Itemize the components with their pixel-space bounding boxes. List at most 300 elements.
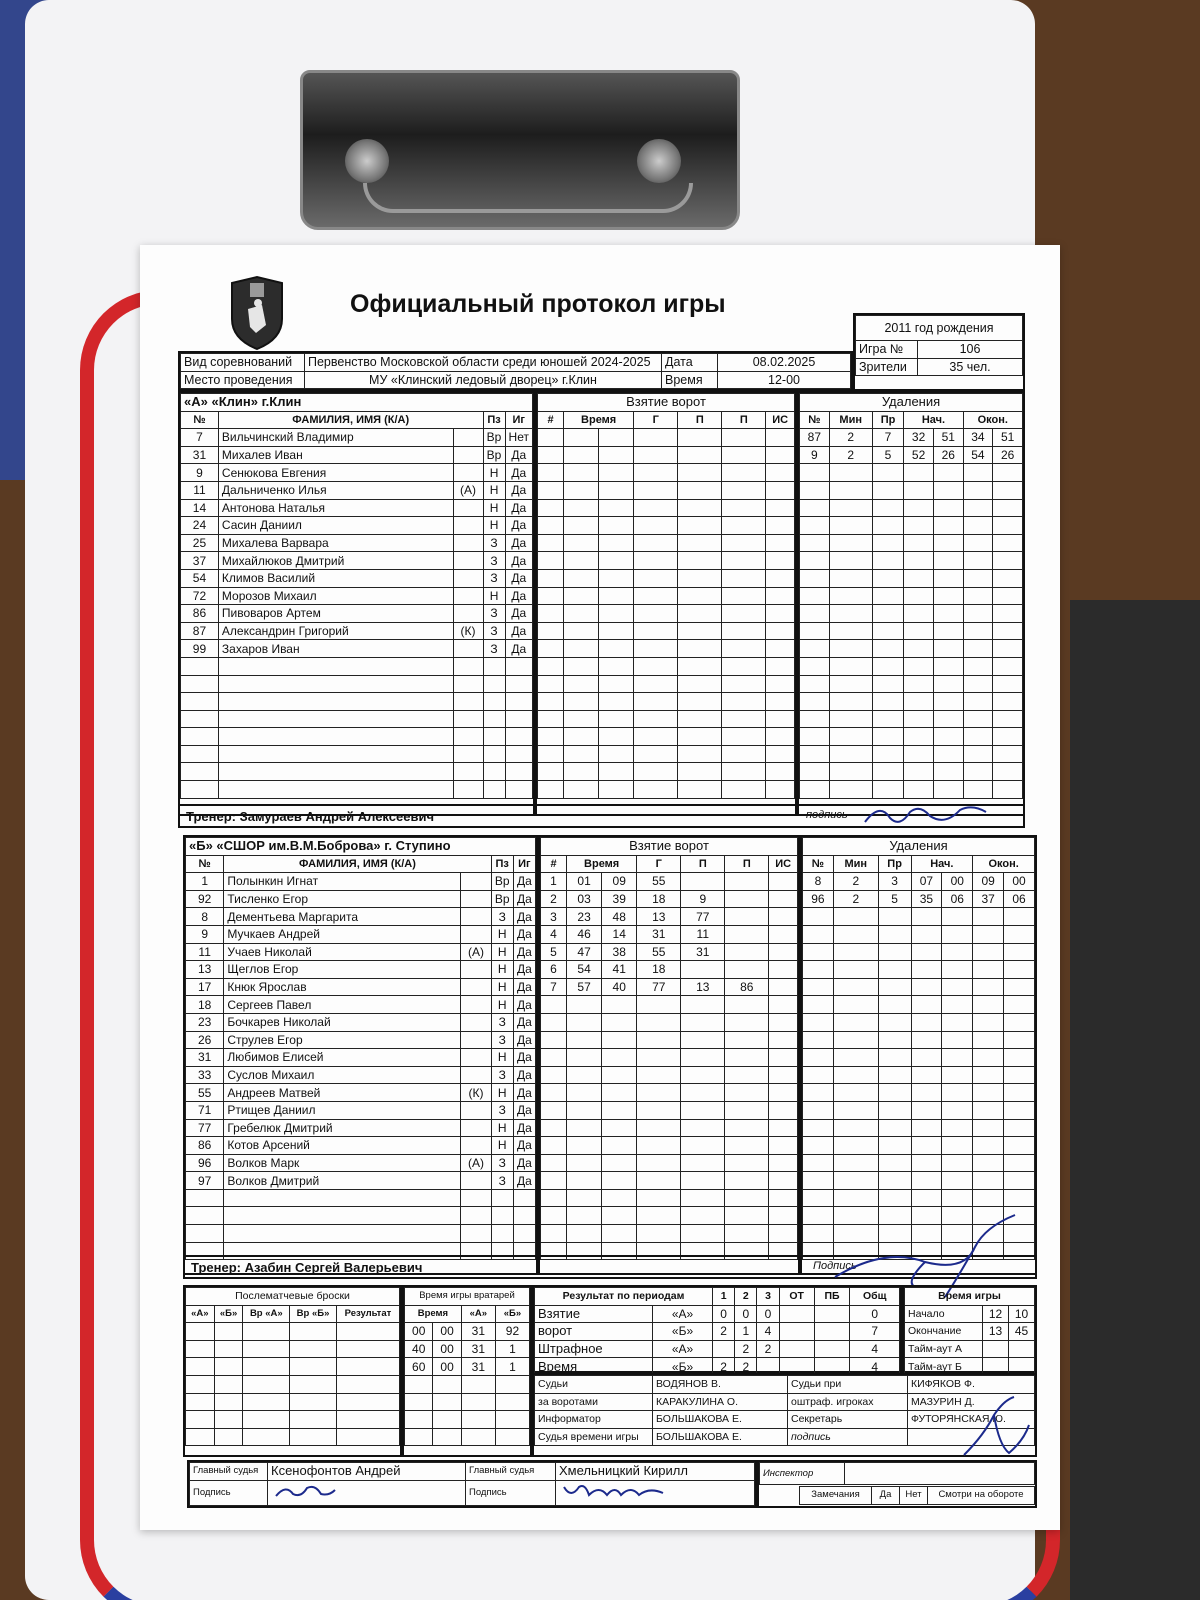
player-number: 25 [181, 534, 219, 552]
player-role [461, 908, 491, 926]
goal-number [538, 745, 564, 763]
player-position: Н [491, 961, 513, 979]
period-row-team: «Б» [653, 1323, 713, 1341]
goals-title: Взятие ворот [538, 394, 795, 412]
goal-situation [766, 569, 795, 587]
goal-assist-1 [681, 1154, 725, 1172]
roster-header-cell: № [186, 855, 224, 873]
goal-minute [564, 517, 599, 535]
goal-assist-2 [725, 1013, 769, 1031]
penalty-row [803, 961, 1035, 979]
player-position: Н [483, 464, 505, 482]
time-value: 12-00 [718, 371, 851, 389]
penalty-minutes [829, 534, 872, 552]
player-name [224, 1189, 461, 1207]
period-value: 2 [713, 1323, 735, 1341]
player-role [461, 1189, 491, 1207]
penalty-start-min [904, 552, 934, 570]
penalty-code [878, 978, 911, 996]
penalty-start-sec [933, 710, 963, 728]
goal-number [538, 517, 564, 535]
clip-wire [363, 183, 693, 213]
goal-scorer [637, 1119, 681, 1137]
penalty-minutes [829, 745, 872, 763]
penalty-end-min [963, 534, 993, 552]
player-role [453, 587, 483, 605]
penalty-end-min [973, 1031, 1004, 1049]
goal-row [541, 1172, 798, 1190]
penalty-player [803, 1154, 834, 1172]
goalie-time-table [402, 1285, 532, 1457]
shootout-cell [243, 1358, 290, 1376]
player-number: 37 [181, 552, 219, 570]
penalty-start-sec [933, 657, 963, 675]
period-row-team: «А» [653, 1305, 713, 1323]
goal-scorer: 13 [637, 908, 681, 926]
goalie-time-cell [433, 1428, 461, 1446]
player-role [453, 763, 483, 781]
goal-minute [567, 1066, 602, 1084]
goal-judges-label-2: за воротами [535, 1393, 653, 1411]
player-row [181, 728, 533, 746]
player-row [181, 499, 533, 517]
player-row [186, 890, 536, 908]
penalty-end-sec [993, 499, 1023, 517]
penalty-end-sec [1004, 1031, 1035, 1049]
period-value: 4 [757, 1323, 779, 1341]
goal-second [602, 1172, 637, 1190]
penalty-start-min [904, 534, 934, 552]
goal-scorer [637, 1207, 681, 1225]
penalty-end-min [963, 675, 993, 693]
goal-row [538, 569, 795, 587]
period-row [535, 1305, 900, 1323]
penalty-minutes: 2 [833, 890, 878, 908]
penalty-start-min [904, 622, 934, 640]
player-position [483, 781, 505, 799]
shootout-header-cell: Вр «А» [243, 1305, 290, 1323]
goal-assist-1 [681, 1137, 725, 1155]
goalie-time-cell [461, 1411, 495, 1429]
player-number: 54 [181, 569, 219, 587]
penalty-row [800, 781, 1023, 799]
goal-assist-1 [681, 1225, 725, 1243]
penalty-end-sec [993, 693, 1023, 711]
shootout-cell [186, 1340, 215, 1358]
team-a-goals [535, 391, 797, 816]
penalty-row [800, 675, 1023, 693]
goal-minute [567, 1119, 602, 1137]
player-role: (К) [453, 622, 483, 640]
player-role [461, 873, 491, 891]
goal-situation [766, 587, 795, 605]
player-number [186, 1207, 224, 1225]
penalty-row [800, 534, 1023, 552]
player-position: З [483, 534, 505, 552]
player-played: Да [505, 517, 532, 535]
goal-second [602, 1066, 637, 1084]
goal-situation [766, 552, 795, 570]
penalty-end-sec [993, 534, 1023, 552]
goal-scorer [637, 1137, 681, 1155]
goal-situation [766, 640, 795, 658]
penalty-end-min [973, 1119, 1004, 1137]
goal-scorer [634, 569, 678, 587]
goal-assist-1 [681, 961, 725, 979]
goal-scorer [637, 1225, 681, 1243]
penalty-end-min [963, 552, 993, 570]
player-position: Н [483, 517, 505, 535]
player-name: Гребелюк Дмитрий [224, 1119, 461, 1137]
player-played: Да [513, 961, 535, 979]
goal-assist-1 [678, 605, 722, 623]
player-played: Да [513, 1049, 535, 1067]
period-header-cell: 3 [757, 1288, 779, 1306]
goal-situation [769, 1172, 798, 1190]
penalty-judge-2: МАЗУРИН Д. [908, 1393, 1035, 1411]
penalty-code [878, 1084, 911, 1102]
goal-assist-2 [725, 890, 769, 908]
goal-assist-1: 11 [681, 925, 725, 943]
goal-assist-1 [678, 517, 722, 535]
goal-number [538, 534, 564, 552]
penalty-end-min [963, 587, 993, 605]
goal-row [538, 763, 795, 781]
penalty-end-sec: 06 [1004, 890, 1035, 908]
penalty-code [878, 1013, 911, 1031]
goal-situation [766, 517, 795, 535]
player-name: Дементьева Маргарита [224, 908, 461, 926]
penalty-code [878, 961, 911, 979]
penalty-start-min [904, 464, 934, 482]
penalty-minutes [833, 908, 878, 926]
shootout-cell [336, 1393, 399, 1411]
goal-number [541, 1172, 567, 1190]
rivet-icon [345, 139, 389, 183]
goal-row [541, 1013, 798, 1031]
period-value [814, 1305, 850, 1323]
goal-situation [769, 1225, 798, 1243]
penalty-player [803, 908, 834, 926]
penalty-start-sec [942, 1137, 973, 1155]
goal-situation [766, 622, 795, 640]
goal-second: 41 [602, 961, 637, 979]
goalie-time-cell: 31 [461, 1358, 495, 1376]
game-time-minute [1009, 1340, 1035, 1358]
penalty-minutes [833, 1172, 878, 1190]
player-position [483, 710, 505, 728]
goal-assist-2 [722, 587, 766, 605]
shootout-cell [243, 1428, 290, 1446]
player-role [453, 499, 483, 517]
goal-scorer: 55 [637, 873, 681, 891]
goal-scorer [637, 1154, 681, 1172]
goals-header-cell: ИС [766, 411, 795, 429]
penalty-code [878, 943, 911, 961]
penalty-end-sec [1004, 1013, 1035, 1031]
penalty-end-min [963, 464, 993, 482]
goalie-time-header-cell: «Б» [495, 1305, 529, 1323]
penalty-start-sec [942, 1066, 973, 1084]
goal-second [599, 429, 634, 447]
goal-row [541, 1084, 798, 1102]
goal-scorer [637, 1084, 681, 1102]
player-position: З [491, 908, 513, 926]
player-row [186, 1207, 536, 1225]
player-position: З [483, 605, 505, 623]
penalty-start-min [904, 745, 934, 763]
penalty-start-sec [942, 1154, 973, 1172]
goal-assist-2 [725, 1119, 769, 1137]
player-row [181, 552, 533, 570]
goal-assist-2 [722, 763, 766, 781]
penalty-code [878, 1049, 911, 1067]
period-value: 0 [757, 1305, 779, 1323]
player-role [453, 693, 483, 711]
goal-scorer [634, 587, 678, 605]
goal-assist-2 [725, 1225, 769, 1243]
player-role [461, 1119, 491, 1137]
goal-scorer [637, 1013, 681, 1031]
chief-sign-label-2: Подпись [466, 1480, 556, 1505]
chief-sign-2 [556, 1480, 755, 1505]
goal-minute [567, 1172, 602, 1190]
goalie-time-cell: 00 [433, 1358, 461, 1376]
player-name: Мучкаев Андрей [224, 925, 461, 943]
shootout-title: Послематчевые броски [186, 1288, 400, 1306]
period-value: 2 [757, 1340, 779, 1358]
goal-situation [769, 1066, 798, 1084]
goal-assist-1 [681, 996, 725, 1014]
goals-header-row [541, 855, 798, 873]
penalty-minutes [833, 961, 878, 979]
goal-number [538, 640, 564, 658]
goal-second [602, 996, 637, 1014]
player-number [186, 1189, 224, 1207]
player-role [453, 534, 483, 552]
goals-header-cell: Время [567, 855, 637, 873]
goalie-time-cell [405, 1428, 433, 1446]
player-role [461, 925, 491, 943]
goal-row [541, 1137, 798, 1155]
player-number: 87 [181, 622, 219, 640]
period-value [713, 1340, 735, 1358]
goal-minute [567, 1013, 602, 1031]
shootout-cell [336, 1340, 399, 1358]
goal-minute [564, 640, 599, 658]
penalty-code [872, 763, 904, 781]
penalty-end-sec [1004, 978, 1035, 996]
goalie-time-cell: 31 [461, 1340, 495, 1358]
shootout-cell [186, 1375, 215, 1393]
shootout-cell [214, 1393, 243, 1411]
player-row [181, 781, 533, 799]
goal-number [538, 499, 564, 517]
penalty-start-min [911, 1031, 942, 1049]
penalty-end-sec [1004, 1049, 1035, 1067]
player-number: 8 [186, 908, 224, 926]
shootout-cell [243, 1393, 290, 1411]
period-results-table [532, 1285, 902, 1373]
penalty-row [800, 481, 1023, 499]
goal-row [538, 693, 795, 711]
shootout-cell [243, 1323, 290, 1341]
penalty-end-min [973, 908, 1004, 926]
roster-header-cell: ФАМИЛИЯ, ИМЯ (К/А) [218, 411, 483, 429]
goal-second [602, 1031, 637, 1049]
penalty-row [800, 517, 1023, 535]
goal-scorer [634, 675, 678, 693]
penalty-start-sec [942, 1172, 973, 1190]
penalty-end-sec [1004, 1154, 1035, 1172]
goal-scorer [637, 1172, 681, 1190]
goal-assist-1 [678, 569, 722, 587]
period-value [779, 1305, 814, 1323]
goal-row [541, 1049, 798, 1067]
player-position: З [491, 1154, 513, 1172]
goal-scorer [634, 517, 678, 535]
player-played: Да [505, 605, 532, 623]
player-played: Да [505, 587, 532, 605]
penalty-minutes: 2 [829, 446, 872, 464]
penalty-minutes [833, 925, 878, 943]
shootout-header-cell: «А» [186, 1305, 215, 1323]
player-row [181, 622, 533, 640]
penalty-row [800, 446, 1023, 464]
player-position: З [483, 552, 505, 570]
player-position: Н [491, 925, 513, 943]
player-number [181, 675, 219, 693]
player-role: (А) [461, 1154, 491, 1172]
penalty-minutes [829, 622, 872, 640]
player-name: Любимов Елисей [224, 1049, 461, 1067]
penalties-header-cell: Пр [878, 855, 911, 873]
shootout-row [186, 1428, 400, 1446]
roster-header-cell: Иг [505, 411, 532, 429]
date-value: 08.02.2025 [718, 354, 851, 372]
penalty-minutes: 2 [833, 873, 878, 891]
player-row [186, 961, 536, 979]
penalties-header-row [800, 411, 1023, 429]
player-played: Да [505, 464, 532, 482]
venue-value: МУ «Клинский ледовый дворец» г.Клин [305, 371, 662, 389]
penalty-row [803, 978, 1035, 996]
penalty-row [800, 605, 1023, 623]
team-b-coach: Тренер: Азабин Сергей Валерьевич [191, 1260, 423, 1275]
shootout-cell [290, 1393, 337, 1411]
goal-situation [769, 925, 798, 943]
player-position [483, 728, 505, 746]
team-title-row [181, 394, 533, 412]
game-time-label: Окончание [905, 1323, 983, 1341]
player-played: Да [513, 1154, 535, 1172]
player-row [181, 745, 533, 763]
penalty-end-sec [993, 552, 1023, 570]
player-number: 86 [181, 605, 219, 623]
penalty-start-sec [933, 675, 963, 693]
goal-assist-2 [725, 1154, 769, 1172]
goal-second: 09 [602, 873, 637, 891]
penalty-start-sec [933, 693, 963, 711]
penalty-code [872, 745, 904, 763]
penalty-player [803, 1066, 834, 1084]
goal-assist-1 [678, 429, 722, 447]
player-number [181, 745, 219, 763]
penalty-end-sec [993, 675, 1023, 693]
penalty-row [803, 1137, 1035, 1155]
goal-minute [567, 1225, 602, 1243]
player-row [186, 1101, 536, 1119]
goal-assist-2 [725, 1189, 769, 1207]
penalty-start-min [911, 943, 942, 961]
period-value: 0 [713, 1305, 735, 1323]
player-played: Да [513, 1101, 535, 1119]
penalty-end-sec [1004, 1137, 1035, 1155]
goals-header-cell: П [725, 855, 769, 873]
player-number: 24 [181, 517, 219, 535]
penalty-minutes [829, 569, 872, 587]
shootout-cell [214, 1323, 243, 1341]
game-time-row [905, 1323, 1035, 1341]
period-value [779, 1323, 814, 1341]
penalty-code [872, 534, 904, 552]
penalty-row [803, 1189, 1035, 1207]
goal-row [538, 429, 795, 447]
goal-second [599, 587, 634, 605]
goalie-time-row [405, 1340, 530, 1358]
player-played: Да [513, 978, 535, 996]
player-row [181, 693, 533, 711]
penalty-end-min [963, 693, 993, 711]
goal-second [602, 1207, 637, 1225]
goal-situation [766, 745, 795, 763]
goal-situation [769, 908, 798, 926]
penalty-start-sec [942, 1189, 973, 1207]
penalty-end-sec [993, 569, 1023, 587]
player-role [461, 961, 491, 979]
player-played: Да [505, 446, 532, 464]
goal-second [602, 1049, 637, 1067]
penalty-minutes [829, 552, 872, 570]
goal-situation [769, 1154, 798, 1172]
penalty-start-sec: 00 [942, 873, 973, 891]
penalty-minutes [829, 657, 872, 675]
penalty-player [800, 605, 830, 623]
player-number: 77 [186, 1119, 224, 1137]
goal-row [538, 552, 795, 570]
penalty-player [800, 781, 830, 799]
goal-assist-2 [725, 1084, 769, 1102]
penalties-title: Удаления [800, 394, 1023, 412]
goal-minute: 57 [567, 978, 602, 996]
goal-assist-2 [722, 640, 766, 658]
player-name: Сенюкова Евгения [218, 464, 453, 482]
goalie-time-cell: 92 [495, 1323, 529, 1341]
goalie-time-row [405, 1375, 530, 1393]
goal-assist-1 [681, 1119, 725, 1137]
player-played: Да [513, 1137, 535, 1155]
goal-assist-2 [722, 429, 766, 447]
player-name [218, 763, 453, 781]
penalty-start-sec [933, 622, 963, 640]
penalty-player [803, 1137, 834, 1155]
penalty-player [803, 1031, 834, 1049]
penalty-code [872, 728, 904, 746]
player-row [186, 925, 536, 943]
penalty-code [878, 925, 911, 943]
penalty-end-min [963, 605, 993, 623]
penalty-row [800, 640, 1023, 658]
